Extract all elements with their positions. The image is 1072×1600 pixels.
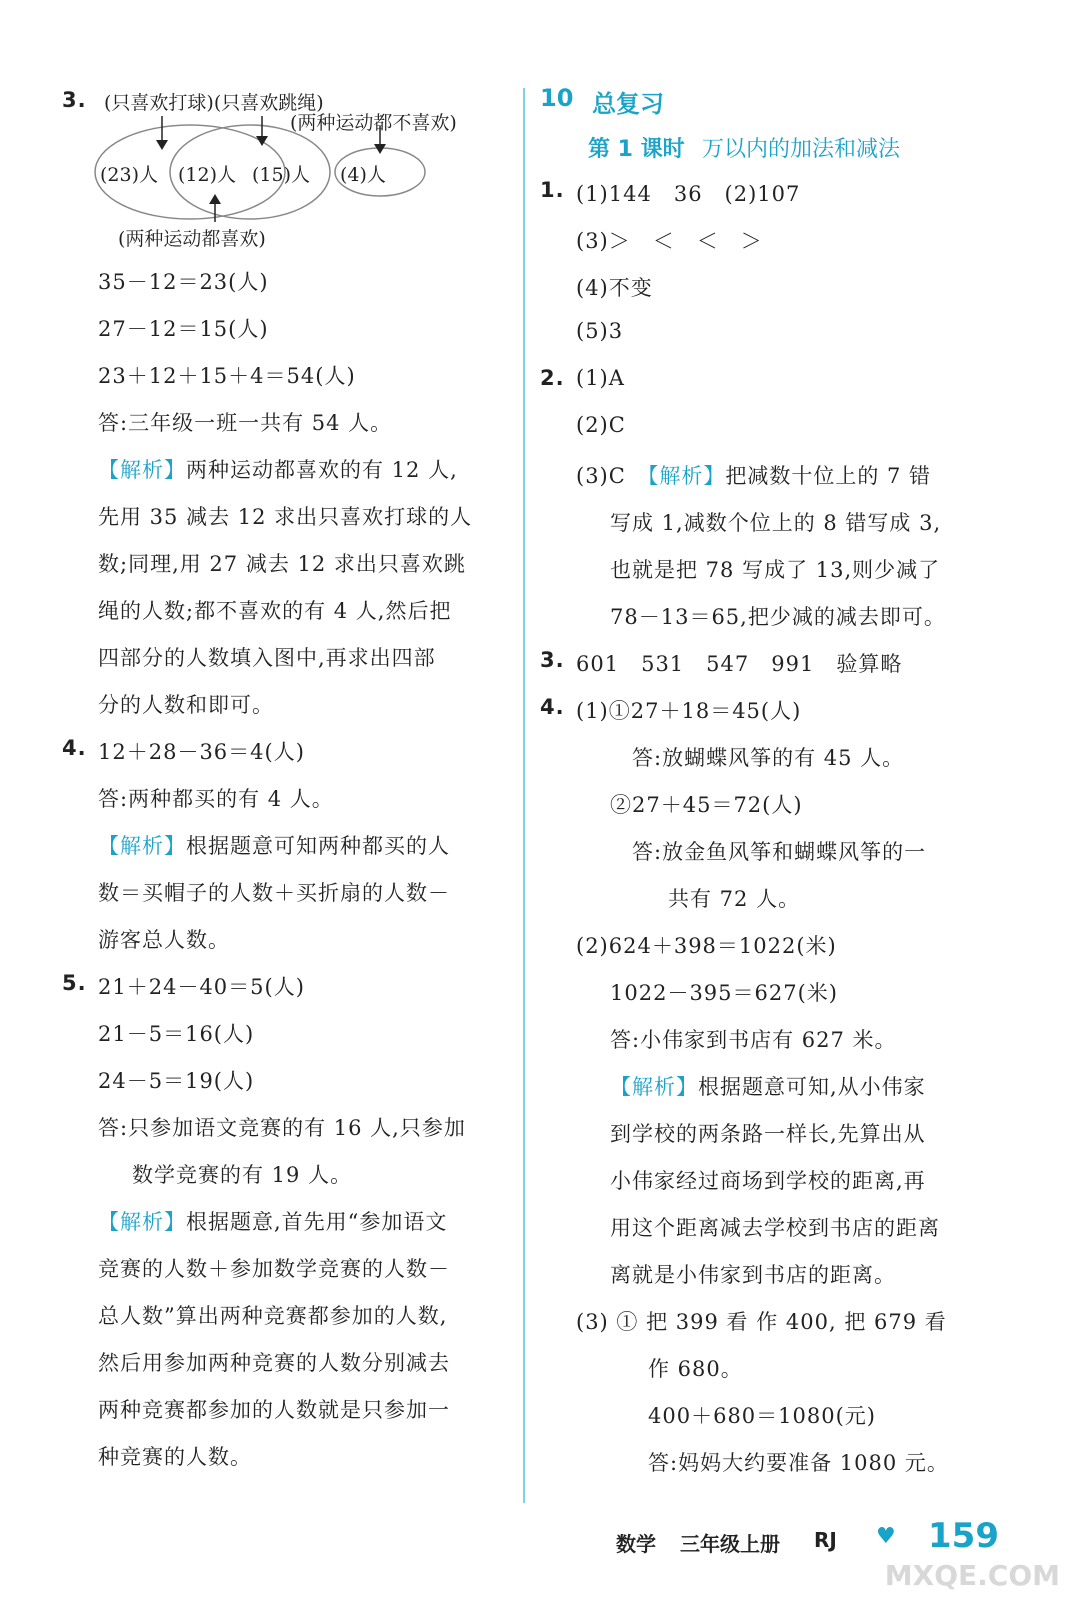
venn-label-top-2: (两种运动都不喜欢) (290, 112, 457, 134)
analysis-line: 离就是小伟家到书店的距离。 (610, 1263, 896, 1287)
answer-line: 21－5＝16(人) (98, 1022, 255, 1046)
heart-icon: ♥ (876, 1524, 896, 1549)
analysis-line: 游客总人数。 (98, 928, 230, 952)
answer-line: 答:放金鱼风筝和蝴蝶风筝的一 (632, 840, 927, 864)
answer-line: (1)A (576, 366, 625, 390)
analysis-line: 分的人数和即可。 (98, 693, 274, 717)
venn-cell-only-ball: (23)人 (100, 164, 159, 186)
analysis-line: 写成 1,减数个位上的 8 错写成 3, (610, 511, 942, 535)
question-number: 3. (540, 648, 565, 672)
answer-line: ②27＋45＝72(人) (610, 793, 803, 817)
answer-line: 答:两种都买的有 4 人。 (98, 787, 334, 811)
answer-line: (3)C 【解析】把减数十位上的 7 错 (576, 464, 932, 488)
lesson-title: 万以内的加法和减法 (702, 137, 901, 162)
footer-subject: 数学 (616, 1532, 656, 1556)
answer-line: (2)C (576, 413, 626, 437)
answer-line: (1)144 36 (2)107 (576, 182, 801, 206)
analysis-line: 两种竞赛都参加的人数就是只参加一 (98, 1398, 450, 1422)
answer-line: 27－12＝15(人) (98, 317, 269, 341)
analysis-line: 到学校的两条路一样长,先算出从 (610, 1122, 926, 1146)
analysis-line: 也就是把 78 写成了 13,则少减了 (610, 558, 941, 582)
answer-line: (3) ① 把 399 看 作 400, 把 679 看 (576, 1310, 947, 1334)
answer-line: 12＋28－36＝4(人) (98, 740, 305, 764)
question-number: 5. (62, 971, 87, 995)
question-number: 3. (62, 88, 87, 112)
answer-line: 作 680。 (648, 1357, 743, 1381)
analysis-tag: 【解析】 (98, 458, 186, 482)
answer-line: 21＋24－40＝5(人) (98, 975, 305, 999)
analysis-tag: 【解析】 (98, 834, 186, 858)
answer-line: 23＋12＋15＋4＝54(人) (98, 364, 356, 388)
analysis-line: 【解析】根据题意,首先用“参加语文 (98, 1210, 448, 1234)
answer-line: 答:妈妈大约要准备 1080 元。 (648, 1451, 949, 1475)
chapter-number: 10 (540, 84, 574, 112)
answer-line: 数学竞赛的有 19 人。 (132, 1163, 353, 1187)
analysis-line: 总人数”算出两种竞赛都参加的人数, (98, 1304, 448, 1328)
analysis-line: 78－13＝65,把少减的减去即可。 (610, 605, 946, 629)
footer-grade: 三年级上册 (680, 1532, 780, 1556)
analysis-line: 四部分的人数填入图中,再求出四部 (98, 646, 436, 670)
answer-line: (1)①27＋18＝45(人) (576, 699, 802, 723)
analysis-line: 绳的人数;都不喜欢的有 4 人,然后把 (98, 599, 452, 623)
analysis-line: 小伟家经过商场到学校的距离,再 (610, 1169, 926, 1193)
venn-label-top-1: (只喜欢打球)(只喜欢跳绳) (104, 92, 324, 114)
page-number: 159 (928, 1516, 999, 1556)
watermark-logo: MXQE.COM (884, 1559, 1060, 1592)
venn-cell-neither: (4)人 (340, 164, 386, 186)
lesson-label: 第 1 课时 (588, 137, 685, 162)
analysis-line: 【解析】根据题意可知两种都买的人 (98, 834, 450, 858)
analysis-line: 竞赛的人数＋参加数学竞赛的人数－ (98, 1257, 450, 1281)
chapter-title: 总复习 (592, 90, 664, 118)
venn-cell-both: (12)人 (178, 164, 237, 186)
answer-line: 1022－395＝627(米) (610, 981, 838, 1005)
venn-label-bottom: (两种运动都喜欢) (118, 228, 266, 250)
answer-line: 答:放蝴蝶风筝的有 45 人。 (632, 746, 905, 770)
answer-line: 共有 72 人。 (668, 887, 801, 911)
analysis-tag: 【解析】 (610, 1075, 698, 1099)
analysis-line: 用这个距离减去学校到书店的距离 (610, 1216, 940, 1240)
answer-line: (5)3 (576, 319, 624, 343)
footer-edition: RJ (814, 1528, 837, 1552)
analysis-line: 然后用参加两种竞赛的人数分别减去 (98, 1351, 450, 1375)
answer-line: (2)624＋398＝1022(米) (576, 934, 837, 958)
column-divider (523, 88, 525, 1503)
question-number: 1. (540, 178, 565, 202)
analysis-line: 【解析】两种运动都喜欢的有 12 人, (98, 458, 458, 482)
answer-line: 24－5＝19(人) (98, 1069, 255, 1093)
question-number: 4. (540, 695, 565, 719)
answer-line: (3)＞ ＜ ＜ ＞ (576, 229, 763, 253)
analysis-tag: 【解析】 (98, 1210, 186, 1234)
answer-line: (4)不变 (576, 276, 653, 300)
answer-line: 答:三年级一班一共有 54 人。 (98, 411, 393, 435)
answer-line: 答:只参加语文竞赛的有 16 人,只参加 (98, 1116, 466, 1140)
question-number: 4. (62, 736, 87, 760)
analysis-line: 数;同理,用 27 减去 12 求出只喜欢跳 (98, 552, 466, 576)
analysis-tag: 【解析】 (647, 464, 726, 488)
answer-line: 400＋680＝1080(元) (648, 1404, 876, 1428)
answer-line: 35－12＝23(人) (98, 270, 269, 294)
question-number: 2. (540, 366, 565, 390)
analysis-line: 种竞赛的人数。 (98, 1445, 252, 1469)
analysis-line: 数＝买帽子的人数＋买折扇的人数－ (98, 881, 450, 905)
analysis-line: 先用 35 减去 12 求出只喜欢打球的人 (98, 505, 473, 529)
answer-line: 答:小伟家到书店有 627 米。 (610, 1028, 897, 1052)
answer-line: 601 531 547 991 验算略 (576, 652, 903, 676)
analysis-line: 【解析】根据题意可知,从小伟家 (610, 1075, 926, 1099)
venn-cell-only-rope: (15)人 (252, 164, 311, 186)
